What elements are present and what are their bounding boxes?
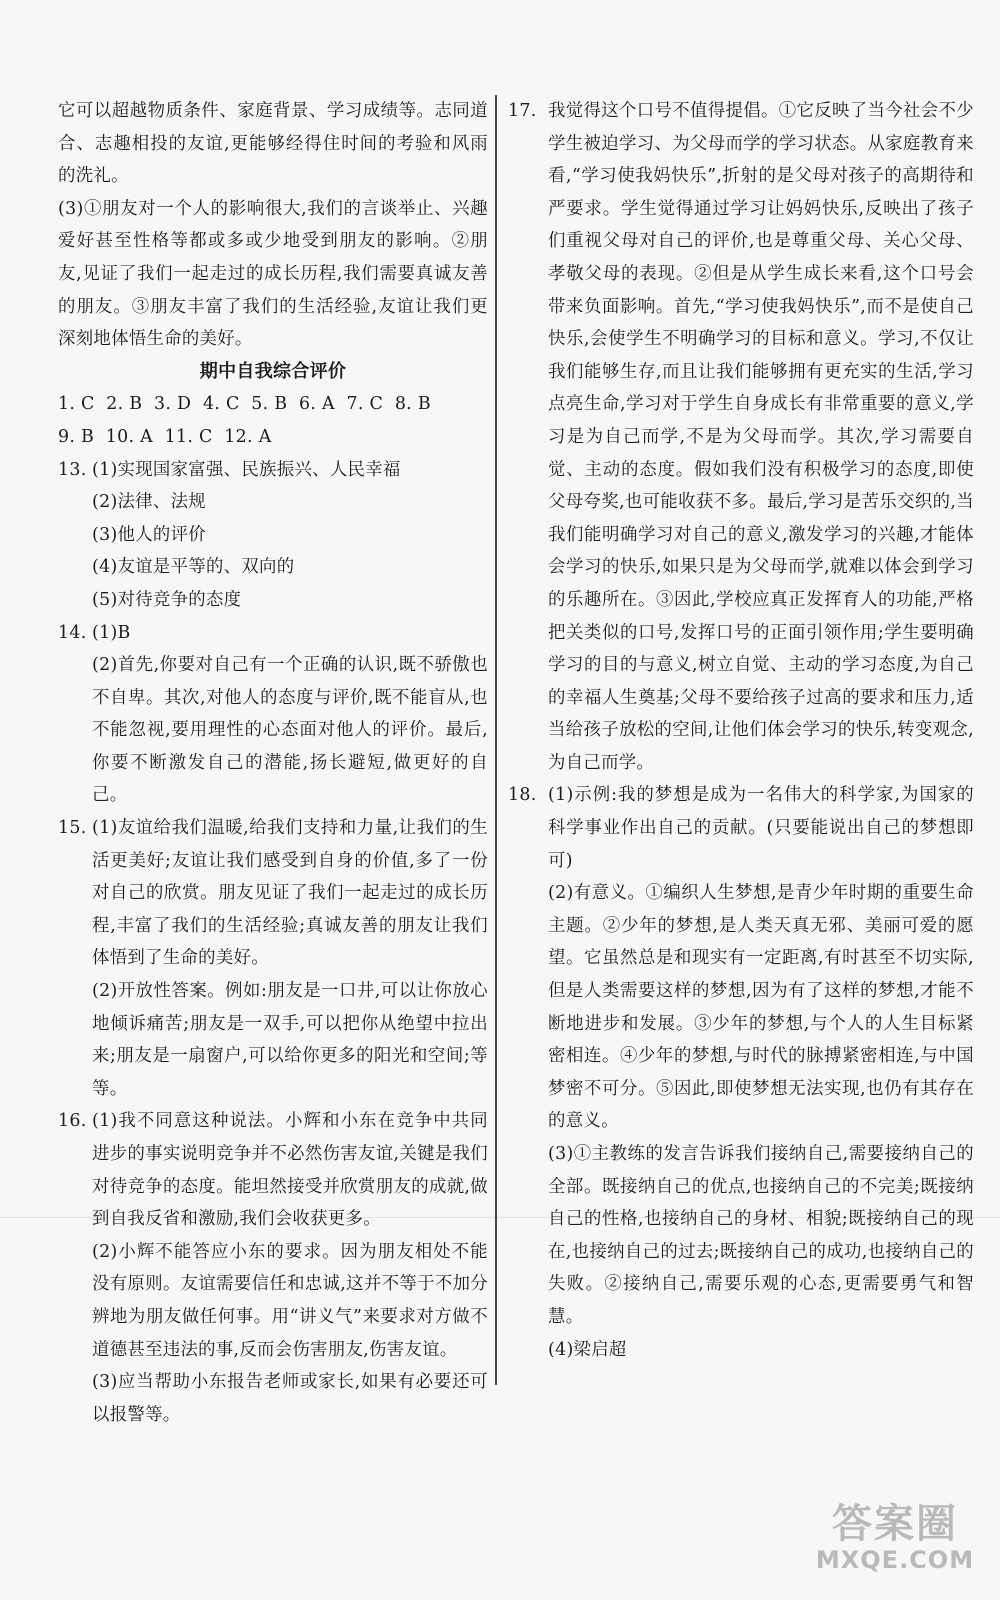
choice-answers: 9. B 10. A 11. C 12. A	[58, 426, 272, 447]
answer-text: (4)梁启超	[548, 1339, 627, 1360]
site-watermark-logo	[810, 1502, 980, 1582]
question-13	[58, 454, 488, 487]
answer-text: (1)友谊给我们温暖,给我们支持和力量,让我们的生活更美好;友谊让我们感受到自身的价值,多了一份对自己的欣赏。朋友见证了我们一起走过的成长历程,丰富了我们的生活经验;真诚友善的朋友让我们体悟到了生命的美好。	[92, 818, 488, 969]
question-number: 16.	[58, 1111, 87, 1132]
choice-answers: 1. C 2. B 3. D 4. C 5. B 6. A 7. C 8. B	[58, 394, 431, 415]
right-column	[508, 95, 974, 1366]
answer-text: (1)实现国家富强、民族振兴、人民幸福	[92, 459, 401, 480]
answer-text: (2)法律、法规	[92, 492, 206, 513]
answer-text: (1)我不同意这种说法。小辉和小东在竞争中共同进步的事实说明竞争并不必然伤害友谊,关键是我们对待竞争的态度。能坦然接受并欣赏朋友的成就,做到自我反省和激励,我们会收获更多。	[92, 1111, 488, 1230]
answer-text: (1)B	[92, 622, 131, 643]
answer-text: (2)首先,你要对自己有一个正确的认识,既不骄傲也不自卑。其次,对他人的态度与评价,既不能盲从,也不能忽视,要用理性的心态面对他人的评价。最后,你要不断激发自己的潜能,扬长避短,做更好的自己。	[92, 655, 488, 806]
answer-text: (2)有意义。①编织人生梦想,是青少年时期的重要生命主题。②少年的梦想,是人类天真无邪、美丽可爱的愿望。它虽然总是和现实有一定距离,有时甚至不切实际,但是人类需要这样的梦想,因为有了这样的梦想,才能不断地进步和发展。③少年的梦想,与个人的人生目标紧密相连。④少年的梦想,与时代的脉搏紧密相连,与中国梦密不可分。⑤因此,即使梦想无法实现,也仍有其存在的意义。	[548, 883, 974, 1132]
question-number: 13.	[58, 459, 87, 480]
section-title: 期中自我综合评价	[199, 360, 347, 382]
question-14	[58, 617, 488, 650]
answer-text: (5)对待竞争的态度	[92, 589, 242, 610]
continued-answer-text: 它可以超越物质条件、家庭背景、学习成绩等。志同道合、志趣相投的友谊,更能够经得住时间的考验和风雨的洗礼。	[58, 101, 488, 187]
answer-text: (3)他人的评价	[92, 524, 206, 545]
question-18	[508, 779, 974, 877]
answer-text: (2)开放性答案。例如:朋友是一口井,可以让你放心地倾诉痛苦;朋友是一双手,可以把你从绝望中拉出来;朋友是一扇窗户,可以给你更多的阳光和空间;等等。	[92, 981, 488, 1099]
question-number: 18.	[508, 785, 537, 806]
question-number: 17.	[508, 101, 537, 121]
answer-text: (2)小辉不能答应小东的要求。因为朋友相处不能没有原则。友谊需要信任和忠诚,这并不等于不加分辨地为朋友做任何事。用“讲义气”来要求对方做不道德甚至违法的事,反而会伤害朋友,伤害友谊。	[92, 1241, 488, 1360]
continued-answer-text: (3)①朋友对一个人的影响很大,我们的言谈举止、兴趣爱好甚至性格等都或多或少地受到朋友的影响。②朋友,见证了我们一起走过的成长历程,我们需要真诚友善的朋友。③朋友丰富了我们的生活经验,友谊让我们更深刻地体悟生命的美好。	[58, 198, 488, 350]
answer-text: (1)示例:我的梦想是成为一名伟大的科学家,为国家的科学事业作出自己的贡献。(只要能说出自己的梦想即可)	[548, 785, 974, 871]
answer-text: (3)应当帮助小东报告老师或家长,如果有必要还可以报警等。	[92, 1372, 488, 1425]
answer-text: 我觉得这个口号不值得提倡。①它反映了当今社会不少学生被迫学习、为父母而学的学习状态。从家庭教育来看,“学习使我妈快乐”,折射的是父母对孩子的高期待和严要求。学生觉得通过学习让妈妈快乐,反映出了孩子们重视父母对自己的评价,也是尊重父母、关心父母、孝敬父母的表现。②但是从学生成长来看,这个口号会带来负面影响。首先,“学习使我妈快乐”,而不是使自己快乐,会使学生不明确学习的目标和意义。学习,不仅让我们能够生存,而且让我们能够拥有更充实的生活,学习点亮生命,学习对于学生自身成长有非常重要的意义,学习是为自己而学,不是为父母而学。其次,学习需要自觉、主动的态度。假如我们没有积极学习的态度,即使父母夸奖,也可能收获不多。最后,学习是苦乐交织的,当我们能明确学习对自己的意义,激发学习的兴趣,才能体会学习的快乐,如果只是为父母而学,就难以体会到学习的乐趣所在。③因此,学校应真正发挥育人的功能,严格把关类似的口号,发挥口号的正面引领作用;学生要明确学习的目的与意义,树立自觉、主动的学习态度,为自己的幸福人生奠基;父母不要给孩子过高的要求和压力,适当给孩子放松的空间,让他们体会学习的快乐,转变观念,为自己而学。	[548, 101, 974, 773]
question-number: 14.	[58, 622, 87, 643]
watermark-text: 答案圈	[832, 1501, 958, 1547]
column-divider	[495, 95, 497, 1385]
question-15	[58, 812, 488, 975]
question-17	[508, 95, 974, 779]
watermark-domain: MXQE.COM	[815, 1546, 975, 1574]
question-number: 15.	[58, 818, 87, 839]
answer-text: (4)友谊是平等的、双向的	[92, 557, 295, 578]
answer-text: (3)①主教练的发言告诉我们接纳自己,需要接纳自己的全部。既接纳自己的优点,也接纳自己的不完美;既接纳自己的性格,也接纳自己的身材、相貌;既接纳自己的现在,也接纳自己的过去;既接纳自己的成功,也接纳自己的失败。②接纳自己,需要乐观的心态,更需要勇气和智慧。	[548, 1144, 974, 1327]
